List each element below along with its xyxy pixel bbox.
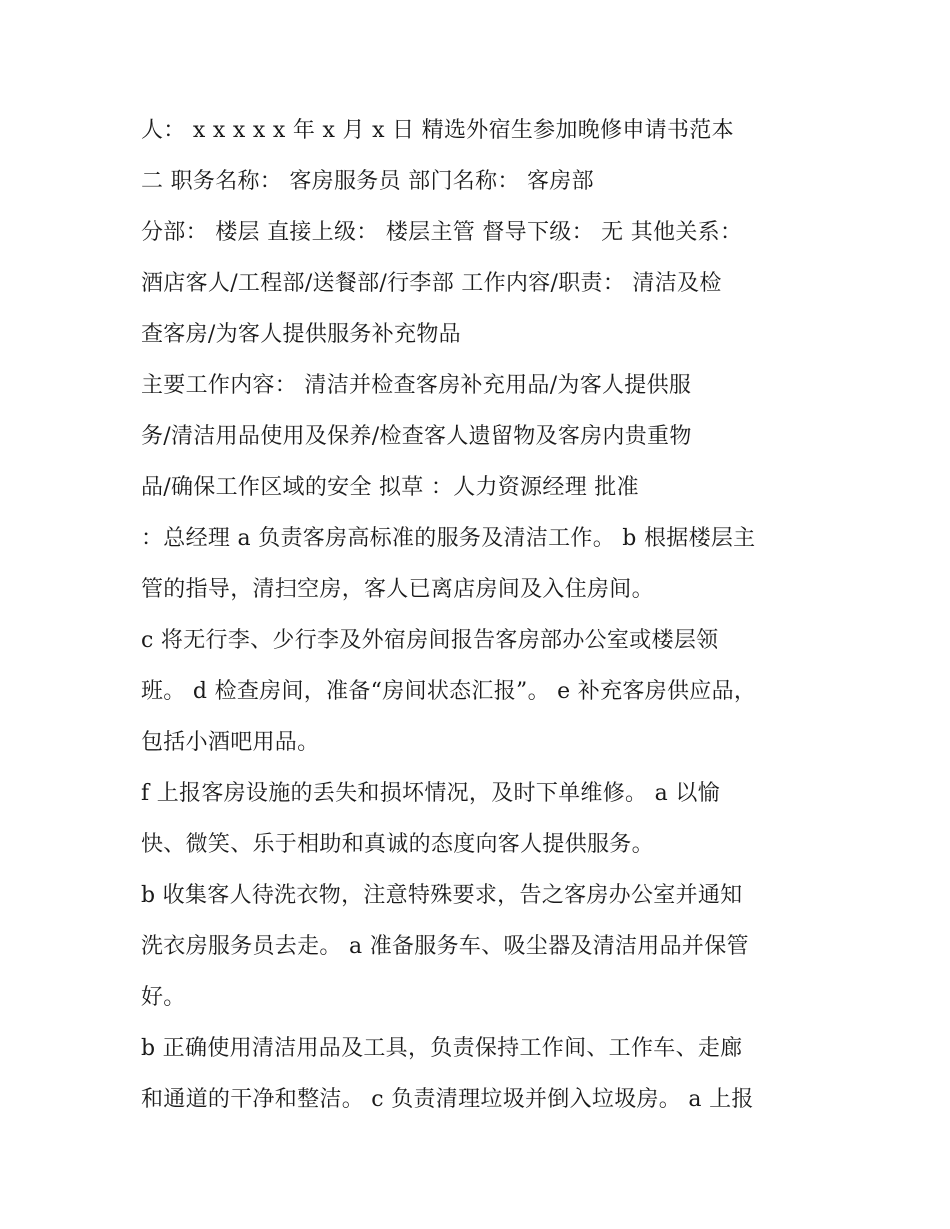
text-line: f 上报客房设施的丢失和损坏情况，及时下单维修。 a 以愉	[141, 781, 720, 806]
text-line: 包括小酒吧用品。	[141, 730, 320, 755]
document-body	[141, 105, 821, 1125]
text-line: b 收集客人待洗衣物，注意特殊要求，告之客房办公室并通知	[141, 883, 743, 908]
text-line: 务/清洁用品使用及保养/检查客人遗留物及客房内贵重物	[141, 424, 692, 449]
text-line: 人： x x x x x 年 x 月 x 日 精选外宿生参加晚修申请书范本	[141, 118, 734, 143]
text-line: 班。 d 检查房间，准备“房间状态汇报”。 e 补充客房供应品，	[141, 679, 757, 704]
text-line: 和通道的干净和整洁。 c 负责清理垃圾并倒入垃圾房。 a 上报	[141, 1087, 754, 1112]
text-line: 二 职务名称： 客房服务员 部门名称： 客房部	[141, 169, 594, 194]
text-line: 品/确保工作区域的安全 拟草 ：人力资源经理 批准	[141, 475, 639, 500]
text-line: 洗衣房服务员去走。 a 准备服务车、吸尘器及清洁用品并保管	[141, 934, 749, 959]
text-line: c 将无行李、少行李及外宿房间报告客房部办公室或楼层领	[141, 628, 719, 653]
text-line: 主要工作内容： 清洁并检查客房补充用品/为客人提供服	[141, 373, 692, 398]
text-line: ：总经理 a 负责客房高标准的服务及清洁工作。 b 根据楼层主	[141, 526, 756, 551]
text-line: 好。	[141, 985, 186, 1010]
text-line: 管的指导，清扫空房，客人已离店房间及入住房间。	[141, 577, 654, 602]
text-line: b 正确使用清洁用品及工具，负责保持工作间、工作车、走廊	[141, 1036, 743, 1061]
text-line: 快、微笑、乐于相助和真诚的态度向客人提供服务。	[141, 832, 654, 857]
text-line: 酒店客人/工程部/送餐部/行李部 工作内容/职责： 清洁及检	[141, 271, 722, 296]
text-line: 分部： 楼层 直接上级： 楼层主管 督导下级： 无 其他关系：	[141, 220, 743, 245]
text-line: 查客房/为客人提供服务补充物品	[141, 322, 461, 347]
